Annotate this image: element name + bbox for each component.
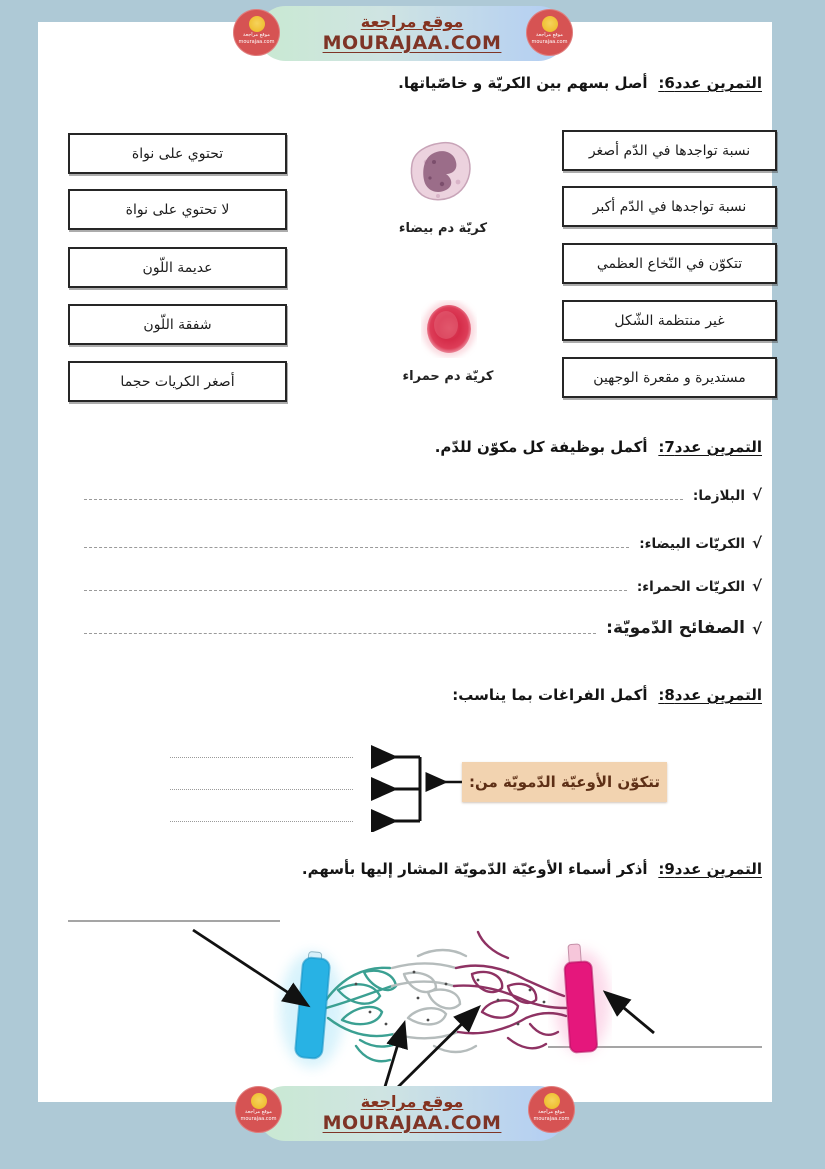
logo-small-name: موقع مراجعة [243,32,270,38]
vessel-answer-blank-2[interactable] [170,777,353,790]
property-box-smallest-size[interactable] [68,361,287,402]
exercise8-number: التمرين عدد8: [658,686,762,704]
exercise8-title [452,686,762,704]
property-label: غير منتظمة الشّكل [614,312,725,329]
exercise7-instruction: أكمل بوظيفة كل مكوّن للدّم. [434,438,648,456]
blood-component-row-platelets [80,610,762,638]
blood-component-row-red-cells [80,571,762,595]
property-label: نسبة تواجدها في الدّم أكبر [592,198,747,215]
vessel-answer-blank-3[interactable] [170,809,353,822]
answer-blank-line[interactable] [84,632,596,634]
header-brand-banner [258,6,566,61]
check-icon: √ [751,620,762,638]
property-label: لا تحتوي على نواة [125,201,230,218]
white-blood-cell-illustration [408,140,474,202]
white-cell-caption: كريّة دم بيضاء [398,221,488,236]
blood-vessels-prompt-box [462,762,667,802]
property-box-larger-ratio[interactable] [562,186,777,227]
answer-blank-line[interactable] [84,498,683,500]
exercise6-number: التمرين عدد6: [658,74,762,92]
exercise7-title [435,438,762,456]
red-cell-caption: كريّة دم حمراء [402,369,494,384]
logo-small-name: موقع مراجعة [536,32,563,38]
header-site-url-link[interactable]: MOURAJAA.COM [322,32,502,55]
property-box-has-nucleus[interactable] [68,133,287,174]
answer-blank-line[interactable] [84,546,629,548]
header-logo-left [233,9,280,56]
exercise6-title [398,74,762,92]
blood-component-row-white-cells [80,528,762,552]
vein-name-blank[interactable] [68,908,280,922]
exercise9-number: التمرين عدد9: [658,860,762,878]
property-label: عديمة اللّون [142,259,213,276]
footer-site-name: موقع مراجعة [360,1092,464,1112]
component-label: الصفائح الدّمويّة: [606,618,745,638]
property-box-bone-marrow[interactable] [562,243,777,284]
logo-small-url: mourajaa.com [531,38,568,45]
component-label: الكريّات البيضاء: [639,536,745,552]
check-icon: √ [751,534,762,552]
header-site-name: موقع مراجعة [360,12,464,32]
property-label: تحتوي على نواة [131,145,224,162]
property-label: نسبة تواجدها في الدّم أصغر [588,142,751,159]
book-icon [251,1093,267,1109]
book-icon [542,16,558,32]
book-icon [249,16,265,32]
property-label: أصغر الكريات حجما [120,373,235,390]
answer-blank-line[interactable] [84,589,627,591]
property-box-colorless[interactable] [68,247,287,288]
component-label: الكريّات الحمراء: [636,579,745,595]
property-box-red-colored[interactable] [68,304,287,345]
property-box-biconcave[interactable] [562,357,777,398]
blood-vessels-illustration [268,928,612,1088]
logo-small-url: mourajaa.com [238,38,275,45]
vessel-answer-blank-1[interactable] [170,745,353,758]
capillaries-gray [392,950,476,1052]
footer-site-url-link[interactable]: MOURAJAA.COM [322,1112,502,1135]
logo-small-url: mourajaa.com [240,1115,277,1122]
red-blood-cell-illustration [421,300,477,358]
property-label: شفقة اللّون [143,316,212,333]
logo-small-name: موقع مراجعة [538,1109,565,1115]
logo-small-url: mourajaa.com [533,1115,570,1122]
footer-logo-left [235,1086,282,1133]
header-logo-right [526,9,573,56]
capillaries-magenta [454,932,566,1048]
property-label: تتكوّن في النّخاع العظمي [596,255,743,272]
property-box-smaller-ratio[interactable] [562,130,777,171]
blood-component-row-plasma [80,480,762,504]
exercise7-number: التمرين عدد7: [658,438,762,456]
property-box-no-nucleus[interactable] [68,189,287,230]
check-icon: √ [751,577,762,595]
exercise9-title [302,860,762,878]
exercise6-instruction: أصل بسهم بين الكريّة و خاصّياتها. [398,74,648,92]
footer-logo-right [528,1086,575,1133]
property-box-irregular[interactable] [562,300,777,341]
footer-brand-banner [258,1086,566,1141]
prompt-label: تتكوّن الأوعيّة الدّمويّة من: [468,773,661,791]
component-label: البلازما: [692,488,745,504]
exercise8-instruction: أكمل الفراغات بما يناسب: [452,686,648,704]
book-icon [544,1093,560,1109]
exercise9-instruction: أذكر أسماء الأوعيّة الدّمويّة المشار إليها بأسهم. [301,860,648,878]
check-icon: √ [751,486,762,504]
property-label: مستديرة و مقعرة الوجهين [593,369,746,386]
logo-small-name: موقع مراجعة [245,1109,272,1115]
